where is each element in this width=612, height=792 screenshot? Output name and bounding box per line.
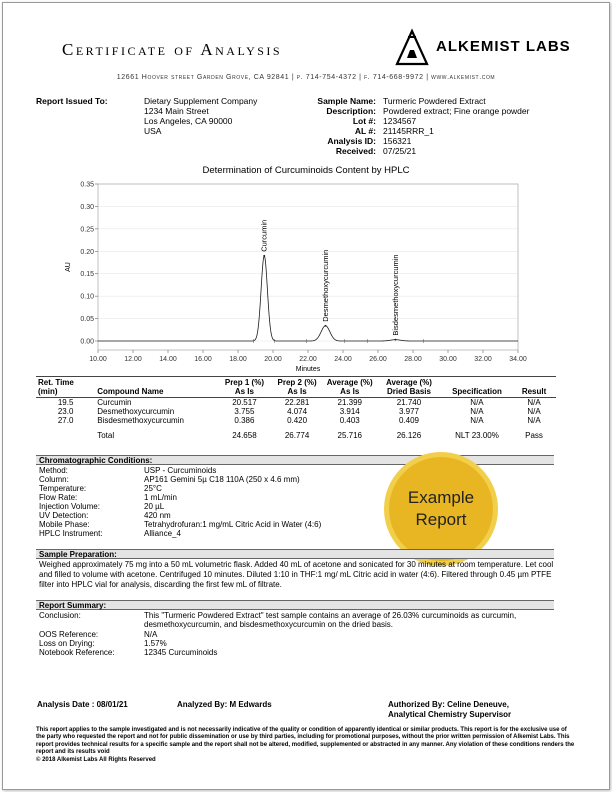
summary-heading: Report Summary: bbox=[36, 600, 554, 610]
summary-value: 12345 Curcuminoids bbox=[144, 648, 218, 657]
condition-label: Injection Volume: bbox=[39, 502, 100, 511]
cell: 0.409 bbox=[398, 416, 419, 425]
x-axis-label: Minutes bbox=[295, 366, 321, 373]
condition-label: UV Detection: bbox=[39, 511, 89, 520]
cell: 24.658 bbox=[232, 431, 257, 440]
conditions-labels bbox=[39, 466, 139, 538]
y-tick-label: 0.20 bbox=[80, 248, 94, 256]
document-title: Certificate of Analysis bbox=[62, 40, 283, 59]
cell: 26.126 bbox=[396, 431, 422, 440]
analysis-id-value: 156321 bbox=[383, 136, 412, 146]
condition-value: 1 mL/min bbox=[144, 493, 177, 502]
cell: 25.716 bbox=[337, 431, 362, 440]
condition-label: Column: bbox=[39, 475, 69, 484]
x-tick-label: 34.00 bbox=[509, 356, 527, 363]
x-tick-label: 16.00 bbox=[194, 356, 212, 363]
issued-to-line: Los Angeles, CA 90000 bbox=[144, 116, 233, 126]
hplc-chromatogram bbox=[60, 178, 540, 378]
cell: Total bbox=[97, 431, 115, 440]
x-tick-label: 32.00 bbox=[474, 356, 492, 363]
stamp-line: Example bbox=[407, 488, 475, 507]
x-tick-label: 14.00 bbox=[159, 356, 177, 363]
summary-labels bbox=[39, 630, 139, 657]
y-tick-label: 0.00 bbox=[80, 338, 94, 346]
analysis-date: Analysis Date : 08/01/21 bbox=[37, 700, 128, 709]
cell: Bisdesmethoxycurcumin bbox=[97, 416, 184, 425]
issued-to-line: USA bbox=[144, 126, 162, 136]
prep-text: Weighed approximately 75 mg into a 50 mL volumetric flask. Added 40 mL of acetone and sonicated for 30 minutes at room temperature. Let cool and filled to volume with acetone. Centrifuged 10 minutes. Diluted 1:10 in THF:1 mg/ mL Citric acid in water (4:6). Filtered through 0.45 µm PTFE filter into HPLC vial for analysis, discarding the first few mL of filtrate. bbox=[39, 560, 554, 589]
cell bbox=[36, 425, 95, 440]
total-row bbox=[36, 425, 556, 440]
col-prep2: Prep 2 (%) As Is bbox=[277, 378, 317, 396]
peak-point bbox=[263, 255, 265, 257]
col-prep1: Prep 1 (%) As Is bbox=[224, 378, 264, 396]
condition-value: Alliance_4 bbox=[144, 529, 181, 538]
col-ret-time: Ret. Time (min) bbox=[38, 378, 74, 396]
condition-value: 20 µL bbox=[144, 502, 165, 511]
cell: 19.5 bbox=[57, 398, 74, 407]
x-tick-label: 28.00 bbox=[404, 356, 422, 363]
peak-point bbox=[395, 339, 397, 341]
x-tick-label: 10.00 bbox=[89, 356, 107, 363]
issued-to-label: Report Issued To: bbox=[36, 96, 108, 106]
cell: 3.977 bbox=[398, 407, 419, 416]
condition-label: Method: bbox=[39, 466, 68, 475]
al-value: 21145RRR_1 bbox=[383, 126, 434, 136]
summary-label: OOS Reference: bbox=[39, 630, 99, 639]
prep-heading: Sample Preparation: bbox=[36, 549, 554, 559]
table-row bbox=[36, 407, 556, 416]
cell: 22.281 bbox=[284, 398, 310, 407]
peak-label: Curcumin bbox=[259, 219, 269, 252]
cell: 0.420 bbox=[287, 416, 308, 425]
y-tick-label: 0.25 bbox=[80, 226, 94, 234]
table-row bbox=[36, 416, 556, 425]
conclusion-text: This "Turmeric Powdered Extract" test sample contains an average of 26.03% curcuminoids as curcumin, desmethoxycurcumin, and bisdesmethoxycurcumin on the dried basis. bbox=[144, 611, 517, 629]
x-tick-label: 24.00 bbox=[334, 356, 352, 363]
cell: 23.0 bbox=[57, 407, 74, 416]
condition-value: 420 nm bbox=[144, 511, 171, 520]
lot-value: 1234567 bbox=[383, 116, 417, 126]
x-tick-label: 30.00 bbox=[439, 356, 457, 363]
cell: 3.914 bbox=[339, 407, 360, 416]
results-table bbox=[36, 376, 556, 440]
col-specification: Specification bbox=[452, 387, 502, 396]
disclaimer-text: This report applies to the sample investigated and is not necessarily indicative of the quality or condition of apparently identical or similar products. This report is for the exclusive use of the party who requested the report and not for public dissemination or use by third parties, including for promotional purposes, without the prior written permission of Alkemist Labs. This report provides technical results for a specific sample and the report shall not be altered, modified, supplemented or abstracted in any manner. Any violation of these conditions renders the report and its results void bbox=[36, 727, 575, 756]
alkemist-flask-logo bbox=[392, 28, 432, 68]
cell: 0.386 bbox=[234, 416, 255, 425]
stamp-line: Report bbox=[415, 510, 467, 529]
cell: Desmethoxycurcumin bbox=[97, 407, 175, 416]
cell: 21.740 bbox=[396, 398, 422, 407]
cell: 4.074 bbox=[287, 407, 308, 416]
summary-label: Loss on Drying: bbox=[39, 639, 95, 648]
condition-label: Temperature: bbox=[39, 484, 87, 493]
cell: N/A bbox=[527, 416, 541, 425]
cell: 0.403 bbox=[339, 416, 360, 425]
cell: 27.0 bbox=[57, 416, 74, 425]
condition-label: Flow Rate: bbox=[39, 493, 78, 502]
sample-name-label: Sample Name: bbox=[317, 96, 376, 106]
y-tick-label: 0.10 bbox=[80, 293, 94, 301]
plot-frame bbox=[98, 184, 518, 350]
conclusion-label: Conclusion: bbox=[39, 611, 81, 620]
issued-to-line: Dietary Supplement Company bbox=[144, 96, 258, 106]
description-value: Powdered extract; Fine orange powder bbox=[383, 106, 530, 116]
copyright-text: © 2018 Alkemist Labs All Rights Reserved bbox=[36, 756, 156, 763]
cell: N/A bbox=[527, 398, 541, 407]
received-label: Received: bbox=[335, 146, 376, 156]
condition-value: USP - Curcuminoids bbox=[144, 466, 217, 475]
x-tick-label: 12.00 bbox=[124, 356, 142, 363]
y-tick-label: 0.30 bbox=[80, 203, 94, 211]
description-label: Description: bbox=[326, 106, 376, 116]
analysis-id-label: Analysis ID: bbox=[327, 136, 376, 146]
authorized-title: Analytical Chemistry Supervisor bbox=[388, 710, 512, 719]
authorized-by: Authorized By: Celine Deneuve, bbox=[388, 700, 509, 709]
peak-label: Desmethoxycurcumin bbox=[321, 249, 330, 322]
sample-name-value: Turmeric Powdered Extract bbox=[383, 96, 486, 106]
y-tick-label: 0.35 bbox=[80, 181, 94, 189]
report-field-values bbox=[383, 96, 529, 156]
chromatogram-trace bbox=[98, 256, 518, 341]
analyzed-by: Analyzed By: M Edwards bbox=[177, 700, 272, 709]
cell: N/A bbox=[470, 416, 484, 425]
summary-value: 1.57% bbox=[144, 639, 167, 648]
summary-label: Notebook Reference: bbox=[39, 648, 115, 657]
cell: 20.517 bbox=[232, 398, 257, 407]
y-tick-label: 0.15 bbox=[80, 271, 94, 279]
col-avg-dried: Average (%) Dried Basis bbox=[385, 378, 432, 396]
cell: N/A bbox=[470, 398, 484, 407]
x-tick-label: 18.00 bbox=[229, 356, 247, 363]
x-tick-label: 26.00 bbox=[369, 356, 387, 363]
y-axis-label: AU bbox=[65, 262, 72, 272]
report-field-labels bbox=[290, 96, 376, 156]
lot-label: Lot #: bbox=[352, 116, 376, 126]
col-result: Result bbox=[521, 387, 547, 396]
condition-label: HPLC Instrument: bbox=[39, 529, 103, 538]
conditions-values bbox=[144, 466, 384, 538]
y-tick-label: 0.05 bbox=[80, 316, 94, 324]
peak-point bbox=[325, 325, 327, 327]
cell: N/A bbox=[527, 407, 541, 416]
received-value: 07/25/21 bbox=[383, 146, 417, 156]
condition-label: Mobile Phase: bbox=[39, 520, 90, 529]
condition-value: 25°C bbox=[144, 484, 162, 493]
summary-values bbox=[144, 630, 344, 657]
issued-to-line: 1234 Main Street bbox=[144, 106, 209, 116]
cell: 21.399 bbox=[337, 398, 362, 407]
cell: 26.774 bbox=[284, 431, 310, 440]
col-compound: Compound Name bbox=[97, 387, 164, 396]
table-row bbox=[36, 398, 556, 408]
peak-label: Bisdesmethoxycurcumin bbox=[391, 254, 400, 336]
condition-value: AP161 Gemini 5µ C18 110A (250 x 4.6 mm) bbox=[144, 475, 300, 484]
brand-name: ALKEMIST LABS bbox=[436, 38, 571, 55]
cell: 3.755 bbox=[234, 407, 255, 416]
lab-address: 12661 Hoover street Garden Grove, CA 92841 | p. 714-754-4372 | f. 714-668-9972 | www.alkemist.com bbox=[116, 74, 496, 81]
chart-title: Determination of Curcuminoids Content by HPLC bbox=[202, 165, 410, 176]
cell: Curcumin bbox=[97, 398, 132, 407]
al-label: AL #: bbox=[354, 126, 376, 136]
issued-to-block bbox=[144, 96, 257, 136]
cell: Pass bbox=[525, 431, 543, 440]
authorized-by-block bbox=[388, 700, 511, 720]
cell: NLT 23.00% bbox=[455, 431, 499, 440]
footer-disclaimer bbox=[36, 727, 576, 764]
x-tick-label: 20.00 bbox=[264, 356, 282, 363]
results-header-row bbox=[36, 377, 556, 398]
condition-value: Tetrahydrofuran:1 mg/mL Citric Acid in Water (4:6) bbox=[144, 520, 322, 529]
col-avg-as-is: Average (%) As Is bbox=[326, 378, 373, 396]
cell: N/A bbox=[470, 407, 484, 416]
summary-value: N/A bbox=[144, 630, 158, 639]
conditions-heading: Chromatographic Conditions: bbox=[36, 455, 554, 465]
x-tick-label: 22.00 bbox=[299, 356, 317, 363]
